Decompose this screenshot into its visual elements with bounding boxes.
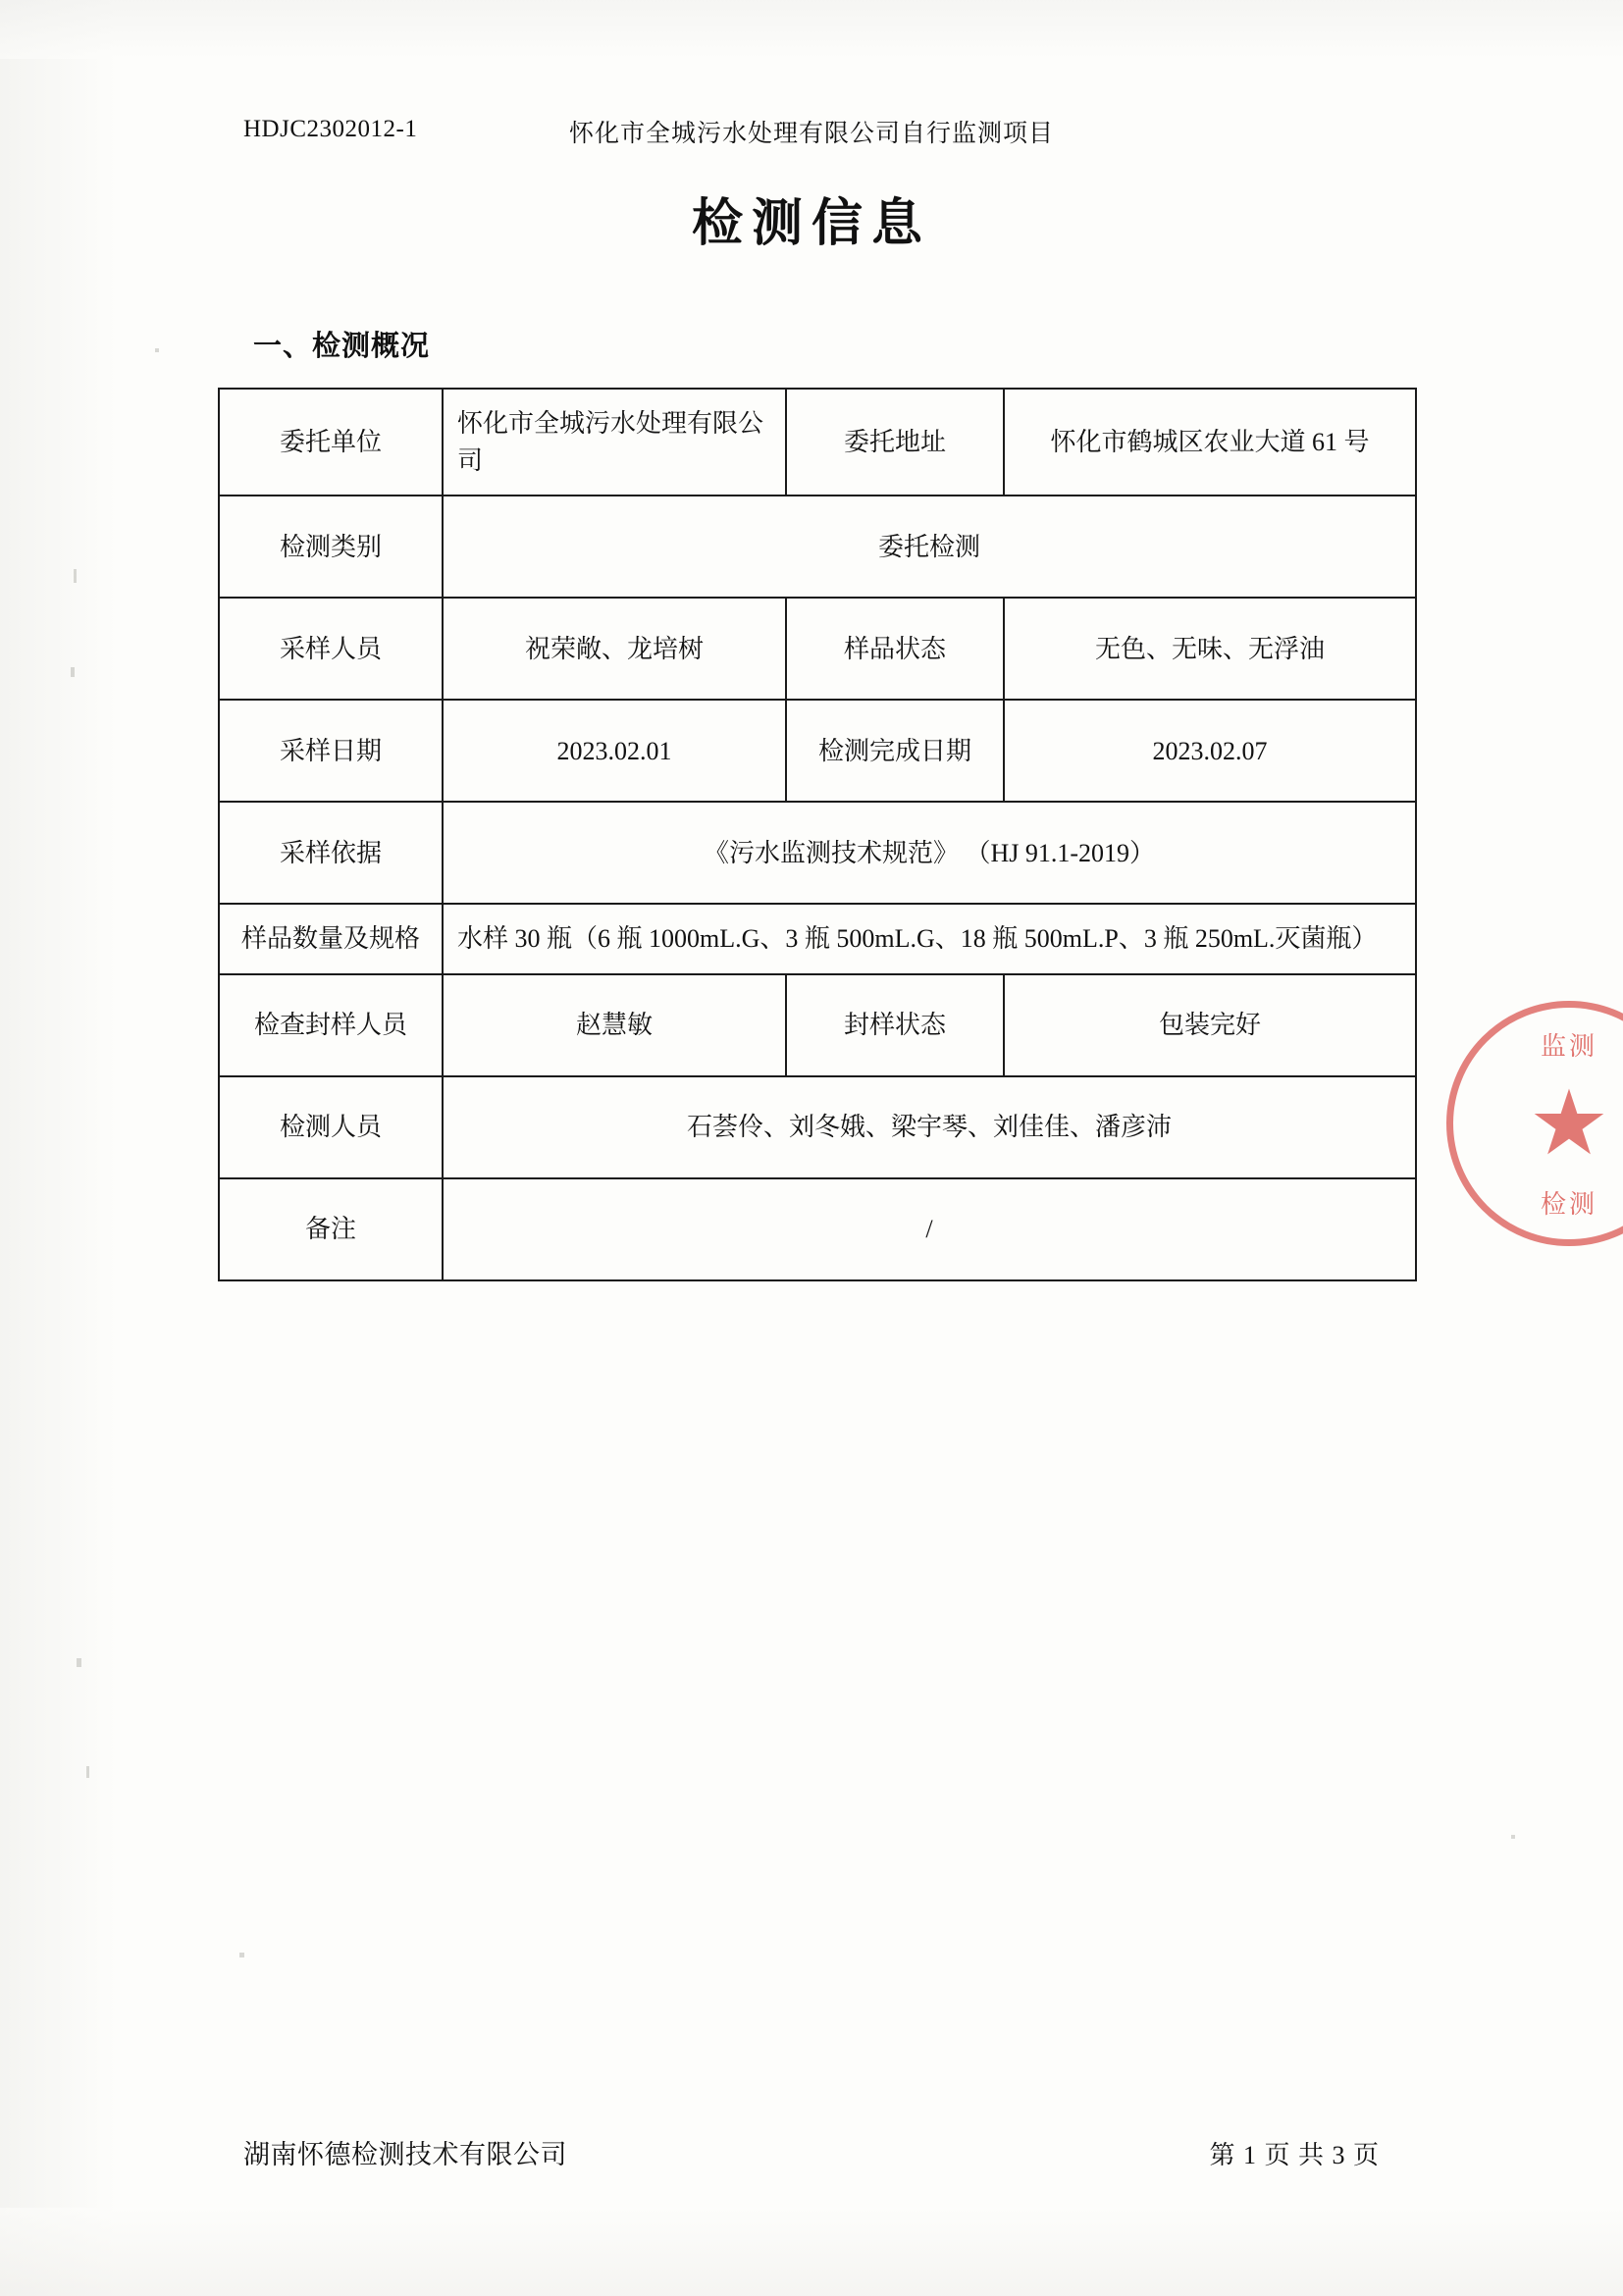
- row-label: 委托单位: [219, 389, 443, 496]
- row-label: 采样依据: [219, 802, 443, 904]
- project-title: 怀化市全城污水处理有限公司自行监测项目: [568, 120, 1054, 147]
- seal-ring: [1446, 1001, 1623, 1246]
- scan-edge-left: [0, 0, 118, 2296]
- row-mid-label: 封样状态: [786, 974, 1004, 1076]
- row-right-value: 2023.02.07: [1004, 700, 1416, 802]
- row-label: 备注: [219, 1178, 443, 1280]
- table-row: [219, 1076, 1416, 1178]
- scan-edge-bottom: [0, 2208, 1623, 2296]
- table-row: [219, 802, 1416, 904]
- row-value: /: [443, 1178, 1416, 1280]
- footer-company: 湖南怀德检测技术有限公司: [243, 2140, 567, 2169]
- row-value: 《污水监测技术规范》 （HJ 91.1-2019）: [443, 802, 1416, 904]
- row-label: 检查封样人员: [219, 974, 443, 1076]
- table-row: [219, 904, 1416, 974]
- table-row: [219, 389, 1416, 496]
- scan-speck: [239, 1953, 244, 1957]
- table-row: [219, 700, 1416, 802]
- star-icon: ★: [1528, 1073, 1610, 1174]
- scan-speck: [155, 348, 159, 352]
- row-right-value: 怀化市鹤城区农业大道 61 号: [1004, 389, 1416, 496]
- document-code: HDJC2302012-1: [243, 116, 418, 142]
- row-label: 检测类别: [219, 496, 443, 598]
- row-right-value: 无色、无味、无浮油: [1004, 598, 1416, 700]
- seal-bottom-text: 检测: [1540, 1190, 1598, 1219]
- row-mid-label: 检测完成日期: [786, 700, 1004, 802]
- table-row: [219, 1178, 1416, 1280]
- scan-speck: [86, 1766, 89, 1778]
- row-mid-label: 样品状态: [786, 598, 1004, 700]
- row-label: 采样人员: [219, 598, 443, 700]
- page-title: 检测信息: [691, 196, 931, 252]
- table-row: [219, 496, 1416, 598]
- row-value: 石荟伶、刘冬娥、梁宇琴、刘佳佳、潘彦沛: [443, 1076, 1416, 1178]
- official-seal-stamp: [1446, 1001, 1623, 1246]
- row-label: 样品数量及规格: [219, 904, 443, 974]
- row-label: 采样日期: [219, 700, 443, 802]
- row-right-value: 包装完好: [1004, 974, 1416, 1076]
- table-row: [219, 598, 1416, 700]
- scan-edge-top: [0, 0, 1623, 59]
- row-value: 祝荣敞、龙培树: [443, 598, 786, 700]
- seal-top-text: 监测: [1540, 1032, 1598, 1061]
- row-mid-label: 委托地址: [786, 389, 1004, 496]
- table-row: [219, 974, 1416, 1076]
- row-value: 水样 30 瓶（6 瓶 1000mL.G、3 瓶 500mL.G、18 瓶 500mL.P、3 瓶 250mL.灭菌瓶）: [443, 904, 1416, 974]
- scan-speck: [71, 667, 75, 677]
- footer-pagination: 第 1 页 共 3 页: [1209, 2141, 1380, 2169]
- scan-speck: [1511, 1835, 1515, 1839]
- detection-overview-table: [218, 388, 1417, 1281]
- section-heading: 一、检测概况: [253, 331, 431, 362]
- scan-speck: [77, 1658, 81, 1667]
- row-label: 检测人员: [219, 1076, 443, 1178]
- row-value: 2023.02.01: [443, 700, 786, 802]
- row-value: 怀化市全城污水处理有限公司: [443, 389, 786, 496]
- scan-speck: [74, 569, 77, 583]
- row-value: 委托检测: [443, 496, 1416, 598]
- row-value: 赵慧敏: [443, 974, 786, 1076]
